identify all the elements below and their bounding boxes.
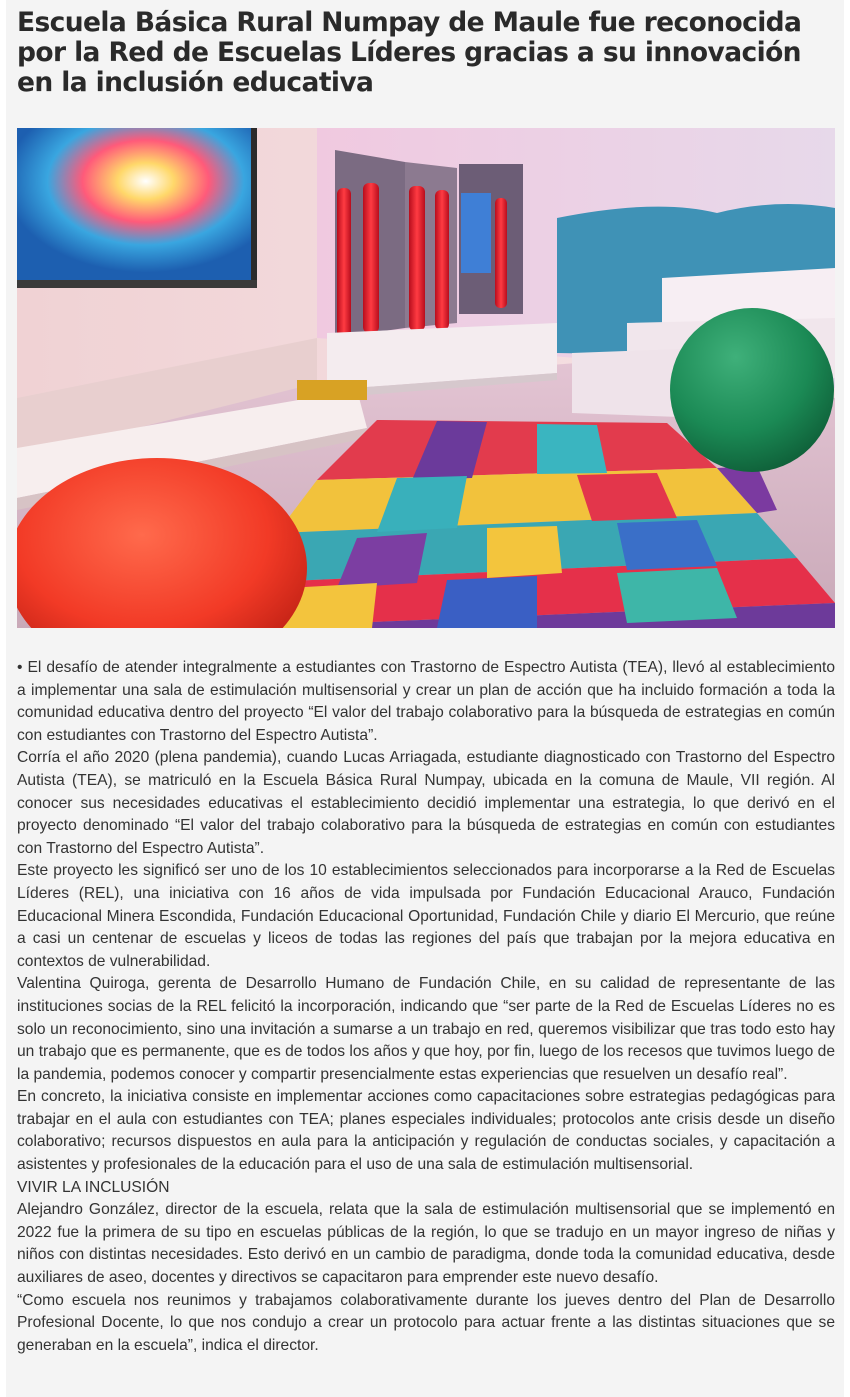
article-paragraph: Valentina Quiroga, gerenta de Desarrollo Humano de Fundación Chile, en su calidad de representante de las instituciones socias de la REL felicitó la incorporación, indicando que “ser parte de la Red de Escuelas Líderes no es solo un reconocimiento, sino una invitación a sumarse a un trabajo en red, queremos visibilizar que tras todo esto hay un trabajo que es permanente, que es de todos los años y que hoy, por fin, luego de los recesos que tuvimos luego de la pandemia, podemos conocer y compartir presencialmente estas experiencias que resuelven un desafío real”. xyxy=(17,975,835,1083)
article-subheading: VIVIR LA INCLUSIÓN xyxy=(17,1178,170,1196)
article-hero-image xyxy=(17,128,835,628)
article-paragraph: Corría el año 2020 (plena pandemia), cuando Lucas Arriagada, estudiante diagnosticado con Trastorno del Espectro Autista (TEA), se matriculó en la Escuela Básica Rural Numpay, ubicada en la comuna de Maule, VII región. Al conocer sus necesidades educativas el establecimiento decidió implementar una estrategia, lo que derivó en el proyecto denominado “El valor del trabajo colaborativo para la búsqueda de estrategias en común con estudiantes con Trastorno del Espectro Autista”. xyxy=(17,749,835,857)
article-page xyxy=(6,0,844,1397)
article-title: Escuela Básica Rural Numpay de Maule fue reconocida por la Red de Escuelas Líderes gracias a su innovación en la inclusión educativa xyxy=(17,7,802,98)
article-body xyxy=(17,657,835,1357)
article-paragraph: Este proyecto les significó ser uno de los 10 establecimientos seleccionados para incorporarse a la Red de Escuelas Líderes (REL), una iniciativa con 16 años de vida impulsada por Fundación Educacional Arauco, Fundación Educacional Minera Escondida, Fundación Educacional Oportunidad, Fundación Chile y diario El Mercurio, que reúne a casi un centenar de escuelas y liceos de todas las regiones del país que trabajan por la mejora educativa en contextos de vulnerabilidad. xyxy=(17,862,835,970)
article-paragraph: En concreto, la iniciativa consiste en implementar acciones como capacitaciones sobre estrategias pedagógicas para trabajar en el aula con estudiantes con TEA; planes especiales individuales; protocolos ante crisis desde un diseño colaborativo; recursos dispuestos en aula para la anticipación y regulación de conductas sociales, y capacitación a asistentes y profesionales de la educación para el uso de una sala de estimulación multisensorial. xyxy=(17,1088,835,1174)
article-paragraph: • El desafío de atender integralmente a estudiantes con Trastorno de Espectro Autista (TEA), llevó al establecimiento a implementar una sala de estimulación multisensorial y crear un plan de acción que ha incluido formación a toda la comunidad educativa dentro del proyecto “El valor del trabajo colaborativo para la búsqueda de estrategias en común con estudiantes con Trastorno del Espectro Autista”. xyxy=(17,659,835,744)
article-paragraph: “Como escuela nos reunimos y trabajamos colaborativamente durante los jueves dentro del Plan de Desarrollo Profesional Docente, lo que nos condujo a crear un protocolo para actuar frente a las distintas situaciones que se generaban en la escuela”, indica el director. xyxy=(17,1291,835,1354)
article-paragraph: Alejandro González, director de la escuela, relata que la sala de estimulación multisensorial que se implementó en 2022 fue la primera de su tipo en escuelas públicas de la región, lo que se tradujo en un mayor ingreso de niñas y niños con distintas necesidades. Esto derivó en un cambio de paradigma, donde toda la comunidad educativa, desde auxiliares de aseo, docentes y directivos se capacitaron para emprender este nuevo desafío. xyxy=(17,1201,835,1287)
